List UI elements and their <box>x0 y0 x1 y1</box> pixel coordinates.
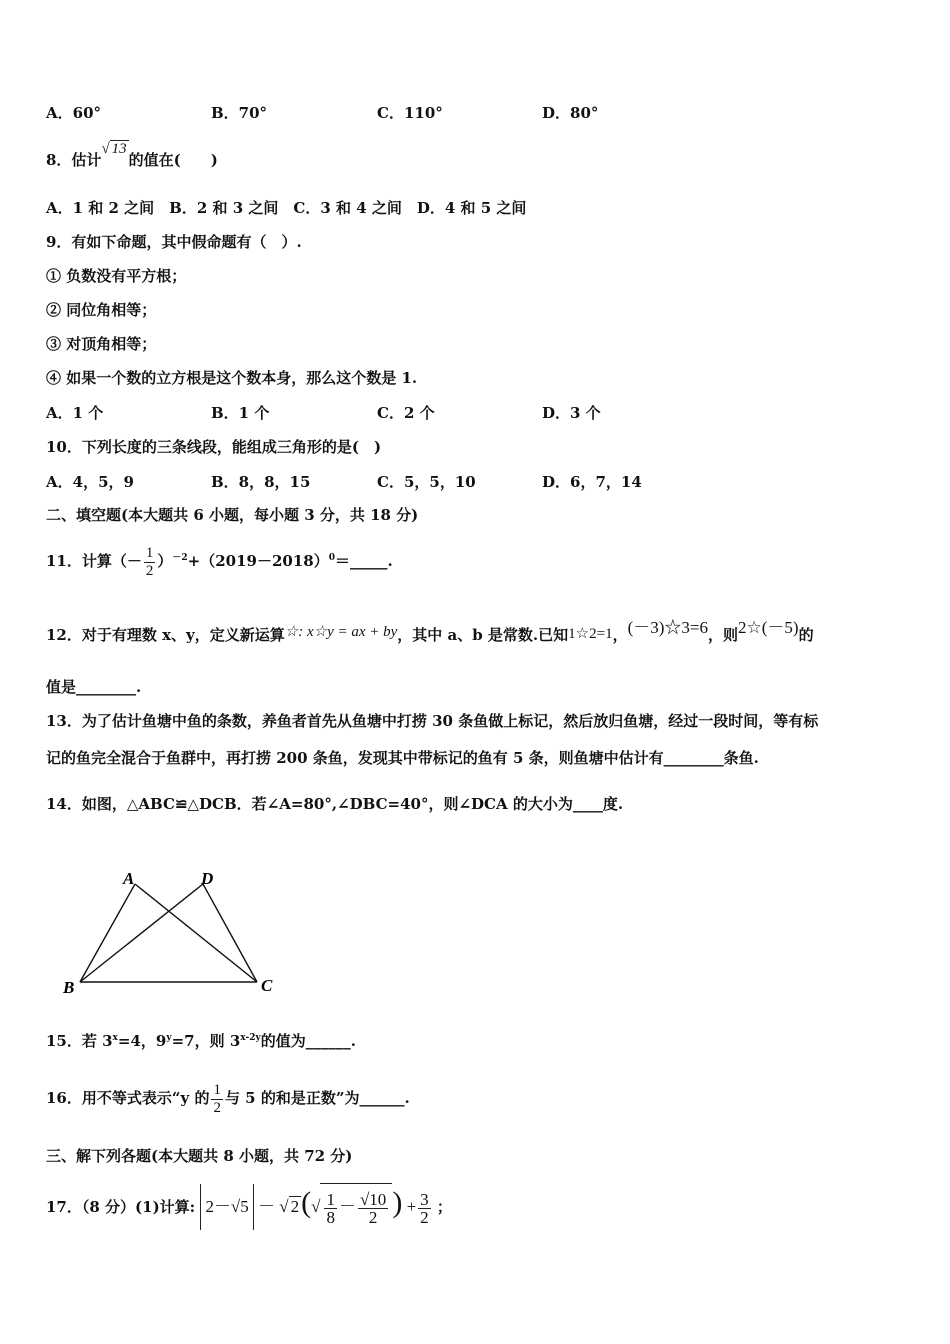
q9-option-d: D．3 个 <box>542 404 601 422</box>
option-d: D．80° <box>542 104 599 122</box>
segment-bd <box>80 884 203 982</box>
q10-option-c: C．5，5，10 <box>377 473 476 491</box>
fraction-one-half: $\frac{1}{2}$ <box>213 1081 221 1116</box>
question-11: 11．计算（－ $\frac{1}{2}$ ）$^{-2}+(2019-2018)^0=\_\_\_\_\_$. <box>46 544 393 579</box>
fraction-one-half: $\frac{1}{2}$ <box>145 544 154 579</box>
q9-option-a: A．1 个 <box>46 404 104 422</box>
question-8: 8．估计√ 13的值在( ) <box>46 141 218 169</box>
question-12-line-2: 值是________. <box>46 678 142 696</box>
question-9-item-3: ③ 对顶角相等； <box>46 335 157 353</box>
section-3-heading: 三、解下列各题(本大题共 8 小题，共 72 分) <box>46 1147 353 1165</box>
operation-definition: ☆: x☆y = ax + by <box>284 624 398 640</box>
question-14: 14．如图，△ABC≌△DCB．若∠A=80°,∠DBC=40°，则∠DCA 的大小为____度. <box>46 795 624 813</box>
option-a: A．60° <box>46 104 102 122</box>
question-10-stem: 10．下列长度的三条线段，能组成三角形的是( ) <box>46 438 382 456</box>
option-b: B．70° <box>211 104 268 122</box>
question-9-stem: 9．有如下命题，其中假命题有（ ）. <box>46 233 302 251</box>
expression: 2－√5 － √ 2(√ $\frac{1}{8}$ － $\frac{√10}{2}$ ) + $\frac{3}{2}$ <box>200 1197 436 1216</box>
sqrt-expression: √ 13 <box>101 141 127 157</box>
question-9-item-4: ④ 如果一个数的立方根是这个数本身，那么这个数是 1. <box>46 369 418 387</box>
question-9-item-2: ② 同位角相等； <box>46 301 157 319</box>
q10-option-b: B．8，8，15 <box>211 473 311 491</box>
label-c: C <box>261 976 273 995</box>
question-12: 12．对于有理数 x、y，定义新运算☆: x☆y = ax + by，其中 a、b 是常数.已知1☆2=1，(－3)☆3=6，则2☆(－5)的 <box>46 618 814 644</box>
question-13-line-1: 13．为了估计鱼塘中鱼的条数，养鱼者首先从鱼塘中打捞 30 条鱼做上标记，然后放归鱼塘，经过一段时间，等有标 <box>46 712 819 730</box>
triangle-figure <box>55 862 285 1002</box>
q10-option-a: A．4，5，9 <box>46 473 134 491</box>
q10-option-d: D．6，7，14 <box>542 473 642 491</box>
label-a: A <box>123 869 135 888</box>
label-d: D <box>201 869 214 888</box>
q9-option-b: B．1 个 <box>211 404 270 422</box>
segment-dc <box>203 884 257 982</box>
section-2-heading: 二、填空题(本大题共 6 小题，每小题 3 分，共 18 分) <box>46 506 419 524</box>
question-15: 15．若 $3^x=4$，$9^y=7$，则 $3^{x-2y}$的值为______. <box>46 1032 356 1050</box>
label-b: B <box>63 978 75 997</box>
q9-option-c: C．2 个 <box>377 404 435 422</box>
segment-ac <box>135 884 257 982</box>
question-17: 17．（8 分）(1)计算: 2－√5 － √ 2(√ $\frac{1}{8}$ － $\frac{√10}{2}$ ) + $\frac{3}{2}$ ； <box>46 1180 452 1230</box>
question-13-line-2: 记的鱼完全混合于鱼群中，再打捞 200 条鱼，发现其中带标记的鱼有 5 条，则鱼塘中估计有________条鱼. <box>46 749 759 767</box>
segment-ab <box>80 884 135 982</box>
question-9-item-1: ① 负数没有平方根； <box>46 267 187 285</box>
question-16: 16．用不等式表示“y 的 $\frac{1}{2}$ 与 5 的和是正数”为______. <box>46 1081 410 1116</box>
question-8-options: A．1 和 2 之间 B．2 和 3 之间 C．3 和 4 之间 D．4 和 5 之间 <box>46 199 527 217</box>
option-c: C．110° <box>377 104 443 122</box>
